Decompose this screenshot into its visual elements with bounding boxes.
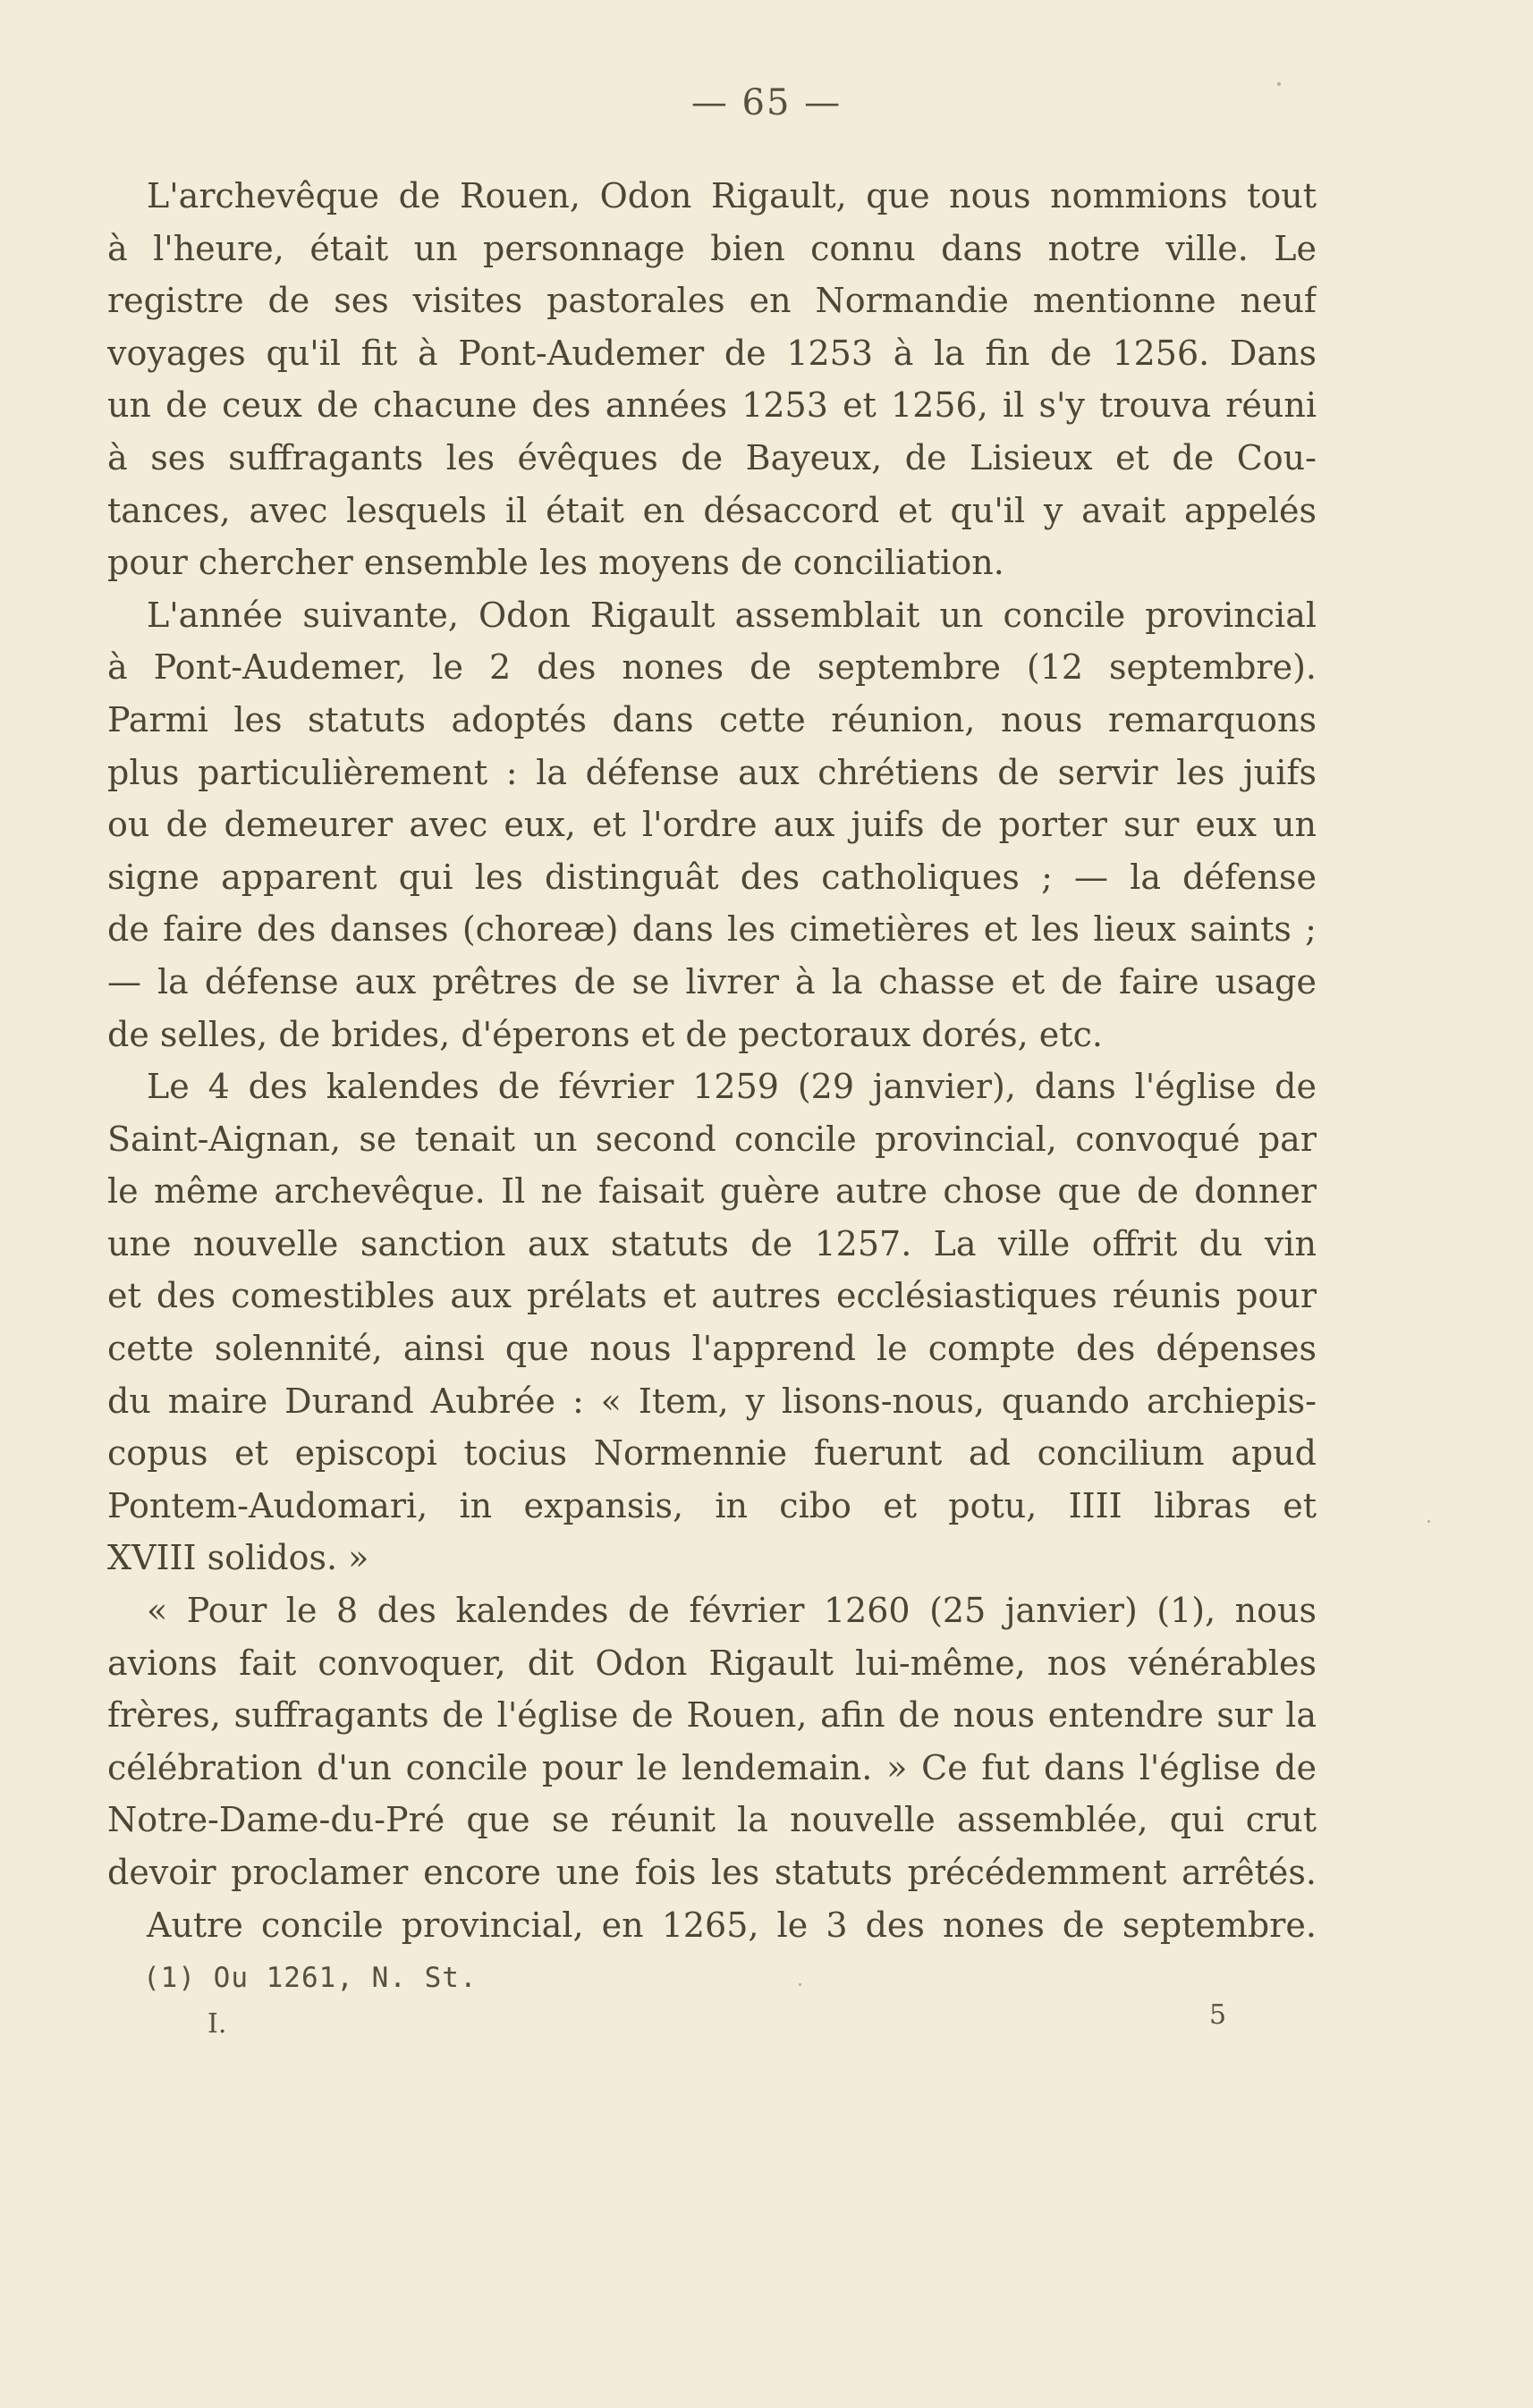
page-number: — 65 — (690, 82, 843, 123)
text-line: célébration d'un concile pour le lendemain. » Ce fut dans l'église de (107, 1747, 1317, 1787)
text-line: et des comestibles aux prélats et autres ecclésiastiques réunis pour (107, 1276, 1317, 1316)
paper-speck (1427, 1520, 1430, 1523)
text-line: à ses suffragants les évêques de Bayeux, de Lisieux et de Cou- (107, 437, 1317, 477)
text-line: L'archevêque de Rouen, Odon Rigault, que nous nommions tout (147, 176, 1317, 215)
text-line: avions fait convoquer, dit Odon Rigault lui-même, nos vénérables (107, 1643, 1317, 1683)
text-line: Pontem-Audomari, in expansis, in cibo et potu, IIII libras et (107, 1485, 1317, 1525)
text-line: Parmi les statuts adoptés dans cette réunion, nous remarquons (107, 699, 1317, 739)
text-line: devoir proclamer encore une fois les statuts précédemment arrêtés. (107, 1853, 1317, 1892)
text-line: « Pour le 8 des kalendes de février 1260 (25 janvier) (1), nous (147, 1591, 1317, 1631)
paper-speck (799, 1983, 801, 1986)
text-line: de selles, de brides, d'éperons et de pectoraux dorés, etc. (107, 1014, 1103, 1054)
text-line: tances, avec lesquels il était en désaccord et qu'il y avait appelés (107, 490, 1317, 530)
text-line: Le 4 des kalendes de février 1259 (29 janvier), dans l'église de (147, 1067, 1317, 1107)
text-line: Autre concile provincial, en 1265, le 3 des nones de septembre. (147, 1905, 1317, 1945)
signature-number: 5 (1209, 1999, 1227, 2031)
text-line: à l'heure, était un personnage bien connu dans notre ville. Le (107, 228, 1317, 268)
text-line: plus particulièrement : la défense aux chrétiens de servir les juifs (107, 752, 1317, 792)
text-line: copus et episcopi tocius Normennie fuerunt ad concilium apud (107, 1433, 1317, 1474)
paper-speck (1277, 82, 1281, 86)
text-line: L'année suivante, Odon Rigault assemblait un concile provincial (147, 595, 1317, 635)
text-line: une nouvelle sanction aux statuts de 1257. La ville offrit du vin (107, 1223, 1317, 1263)
text-line: du maire Durand Aubrée : « Item, y lisons-nous, quando archiepis- (107, 1381, 1317, 1421)
text-line: ou de demeurer avec eux, et l'ordre aux juifs de porter sur eux un (107, 805, 1317, 845)
text-line: voyages qu'il fit à Pont-Audemer de 1253 à la fin de 1256. Dans (107, 333, 1317, 373)
text-line: frères, suffragants de l'église de Rouen, afin de nous entendre sur la (107, 1695, 1317, 1736)
text-line: signe apparent qui les distinguât des catholiques ; — la défense (107, 857, 1317, 897)
text-line: Saint-Aignan, se tenait un second concile provincial, convoqué par (107, 1119, 1317, 1159)
text-line: registre de ses visites pastorales en Normandie mentionne neuf (107, 281, 1317, 321)
body-text (107, 170, 1317, 1951)
text-line: XVIII solidos. » (107, 1538, 369, 1578)
text-line: un de ceux de chacune des années 1253 et 1256, il s'y trouva réuni (107, 385, 1317, 426)
text-line: Notre-Dame-du-Pré que se réunit la nouvelle assemblée, qui crut (107, 1800, 1317, 1840)
footnote: (1) Ou 1261, N. St. (143, 1962, 478, 1994)
text-line: pour chercher ensemble les moyens de conciliation. (107, 543, 1004, 583)
text-line: le même archevêque. Il ne faisait guère autre chose que de donner (107, 1171, 1317, 1212)
text-line: à Pont-Audemer, le 2 des nones de septembre (12 septembre). (107, 647, 1317, 688)
signature-mark: I. (208, 2008, 227, 2040)
text-line: — la défense aux prêtres de se livrer à la chasse et de faire usage (107, 961, 1317, 1001)
text-line: de faire des danses (choreæ) dans les cimetières et les lieux saints ; (107, 909, 1317, 950)
text-line: cette solennité, ainsi que nous l'apprend le compte des dépenses (107, 1329, 1317, 1369)
